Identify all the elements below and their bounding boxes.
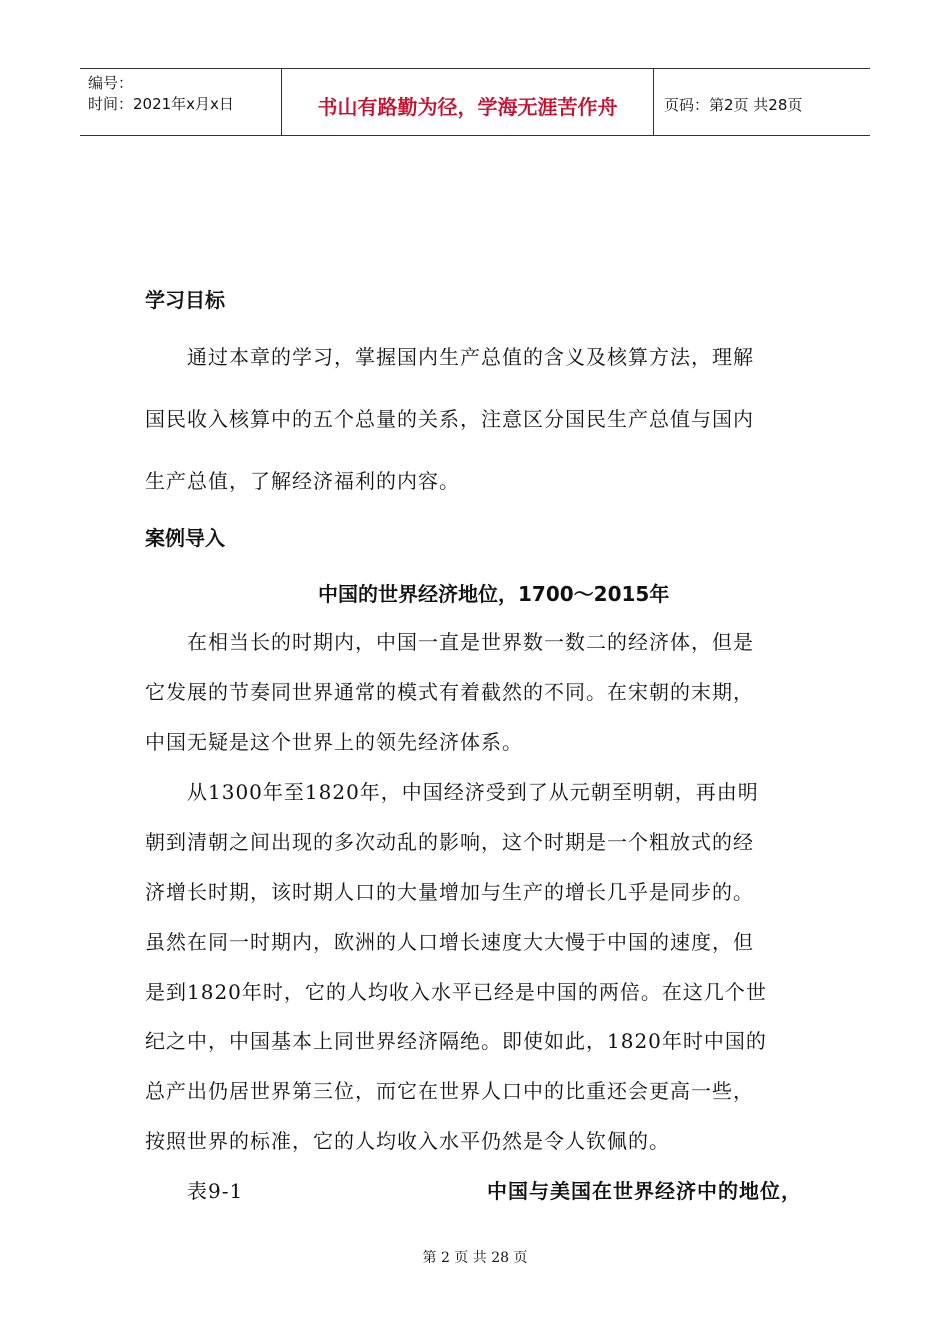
table-title: 中国与美国在世界经济中的地位， — [487, 1179, 802, 1203]
objectives-line: 国民收入核算中的五个总量的关系，注意区分国民生产总值与国内 — [145, 407, 754, 431]
page-header — [80, 68, 870, 136]
header-meta — [80, 69, 282, 135]
case-paragraph-line: 它发展的节奏同世界通常的模式有着截然的不同。在宋朝的末期， — [145, 680, 754, 704]
case-paragraph-line: 纪之中，中国基本上同世界经济隔绝。即使如此，1820年时中国的 — [145, 1029, 767, 1053]
case-paragraph-line: 是到1820年时，它的人均收入水平已经是中国的两倍。在这几个世 — [145, 980, 767, 1004]
case-paragraph-line: 朝到清朝之间出现的多次动乱的影响，这个时期是一个粗放式的经 — [145, 830, 754, 854]
case-heading: 案例导入 — [145, 526, 225, 550]
case-paragraph-line: 从1300年至1820年，中国经济受到了从元朝至明朝，再由明 — [187, 780, 759, 804]
document-number: 编号： — [88, 74, 134, 92]
page-footer: 第 2 页 共 28 页 — [422, 1250, 528, 1266]
header-motto: 书山有路勤为径，学海无涯苦作舟 — [282, 69, 654, 135]
case-paragraph-line: 在相当长的时期内，中国一直是世界数一数二的经济体，但是 — [187, 630, 754, 654]
header-page-info: 页码：第2页 共28页 — [664, 95, 803, 114]
objectives-line: 通过本章的学习，掌握国内生产总值的含义及核算方法，理解 — [187, 345, 754, 369]
case-paragraph-line: 中国无疑是这个世界上的领先经济体系。 — [145, 730, 523, 754]
case-paragraph-line: 总产出仍居世界第三位，而它在世界人口中的比重还会更高一些， — [145, 1079, 754, 1103]
document-date: 时间：2021年x月x日 — [88, 95, 234, 113]
objectives-heading: 学习目标 — [145, 288, 225, 312]
table-label: 表9-1 — [187, 1179, 244, 1203]
case-paragraph-line: 济增长时期，该时期人口的大量增加与生产的增长几乎是同步的。 — [145, 880, 754, 904]
objectives-line: 生产总值，了解经济福利的内容。 — [145, 469, 460, 493]
case-paragraph-line: 按照世界的标准，它的人均收入水平仍然是令人钦佩的。 — [145, 1129, 670, 1153]
case-paragraph-line: 虽然在同一时期内，欧洲的人口增长速度大大慢于中国的速度，但 — [145, 930, 754, 954]
case-title: 中国的世界经济地位，1700～2015年 — [318, 582, 670, 606]
